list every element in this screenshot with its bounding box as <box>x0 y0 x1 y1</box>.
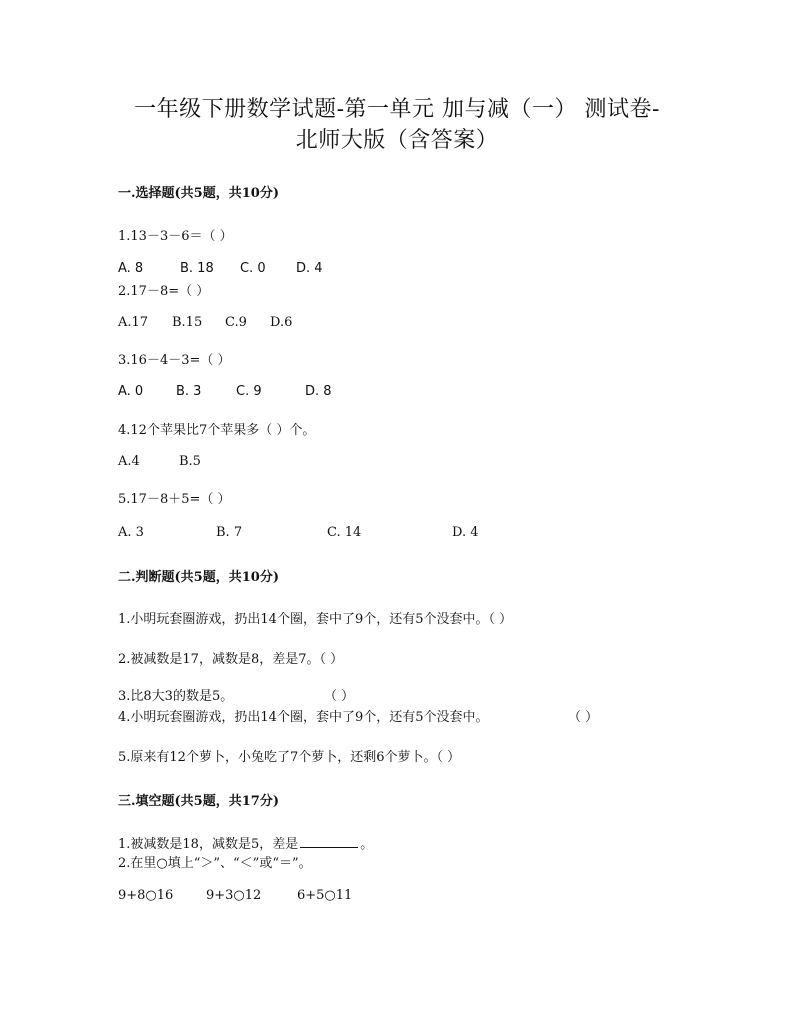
s1-q1-option-a: A. 8 <box>118 261 144 276</box>
s3-question1 <box>118 833 373 852</box>
s1-q1-option-d: D. 4 <box>296 261 323 276</box>
s2-question3: 3.比8大3的数是5。 <box>118 689 234 704</box>
s3-question1-end: 。 <box>360 837 374 852</box>
s1-q1-option-c: C. 0 <box>240 261 266 276</box>
s1-question5: 5.17－8＋5=（ ） <box>118 492 231 507</box>
s1-q5-option-a: A. 3 <box>118 525 144 540</box>
s3-question2: 2.在里○填上“＞”、“＜”或“＝”。 <box>118 856 312 871</box>
s2-question4-answer-bracket: （ ） <box>568 710 599 725</box>
s2-question4: 4.小明玩套圈游戏，扔出14个圈，套中了9个，还有5个没套中。 <box>118 710 489 725</box>
s3-q2-item1: 9+8○16 <box>118 888 174 903</box>
s1-q3-option-d: D. 8 <box>305 384 332 399</box>
s1-q4-option-b: B.5 <box>179 454 201 469</box>
section2-heading: 二.判断题(共5题，共10分) <box>118 570 279 585</box>
s1-q3-option-c: C. 9 <box>236 384 262 399</box>
section1-heading: 一.选择题(共5题，共10分) <box>118 186 279 201</box>
document-title-line2: 北师大版（含答案） <box>295 128 499 153</box>
s1-q2-option-c: C.9 <box>225 315 247 330</box>
s2-question5: 5.原来有12个萝卜，小兔吃了7个萝卜，还剩6个萝卜。（ ） <box>118 750 461 765</box>
s1-q2-option-a: A.17 <box>118 315 149 330</box>
document-title-line1: 一年级下册数学试题-第一单元 加与减（一） 测试卷- <box>134 97 660 122</box>
s1-q3-option-a: A. 0 <box>118 384 144 399</box>
answer-blank <box>300 834 358 848</box>
s1-q5-option-d: D. 4 <box>452 525 479 540</box>
s1-q2-option-d: D.6 <box>270 315 293 330</box>
s2-question1: 1.小明玩套圈游戏，扔出14个圈，套中了9个，还有5个没套中。（ ） <box>118 612 513 627</box>
s3-question1-text: 1.被减数是18，减数是5，差是 <box>118 837 299 852</box>
s1-question3: 3.16－4－3=（ ） <box>118 353 231 368</box>
s1-q4-option-a: A.4 <box>118 454 140 469</box>
s1-q2-option-b: B.15 <box>172 315 203 330</box>
s3-q2-item2: 9+3○12 <box>206 888 262 903</box>
s1-question4: 4.12个苹果比7个苹果多（ ）个。 <box>118 423 316 438</box>
s1-question2: 2.17－8=（ ） <box>118 284 210 299</box>
s1-q1-option-b: B. 18 <box>180 261 214 276</box>
s1-question1: 1.13－3－6＝（ ） <box>118 229 233 244</box>
section3-heading: 三.填空题(共5题，共17分) <box>118 794 279 809</box>
s2-question2: 2.被减数是17，减数是8，差是7。（ ） <box>118 652 344 667</box>
s1-q5-option-c: C. 14 <box>327 525 362 540</box>
s3-q2-item3: 6+5○11 <box>297 888 353 903</box>
s1-q3-option-b: B. 3 <box>176 384 202 399</box>
s1-q5-option-b: B. 7 <box>216 525 243 540</box>
s2-question3-answer-bracket: （ ） <box>324 689 355 704</box>
